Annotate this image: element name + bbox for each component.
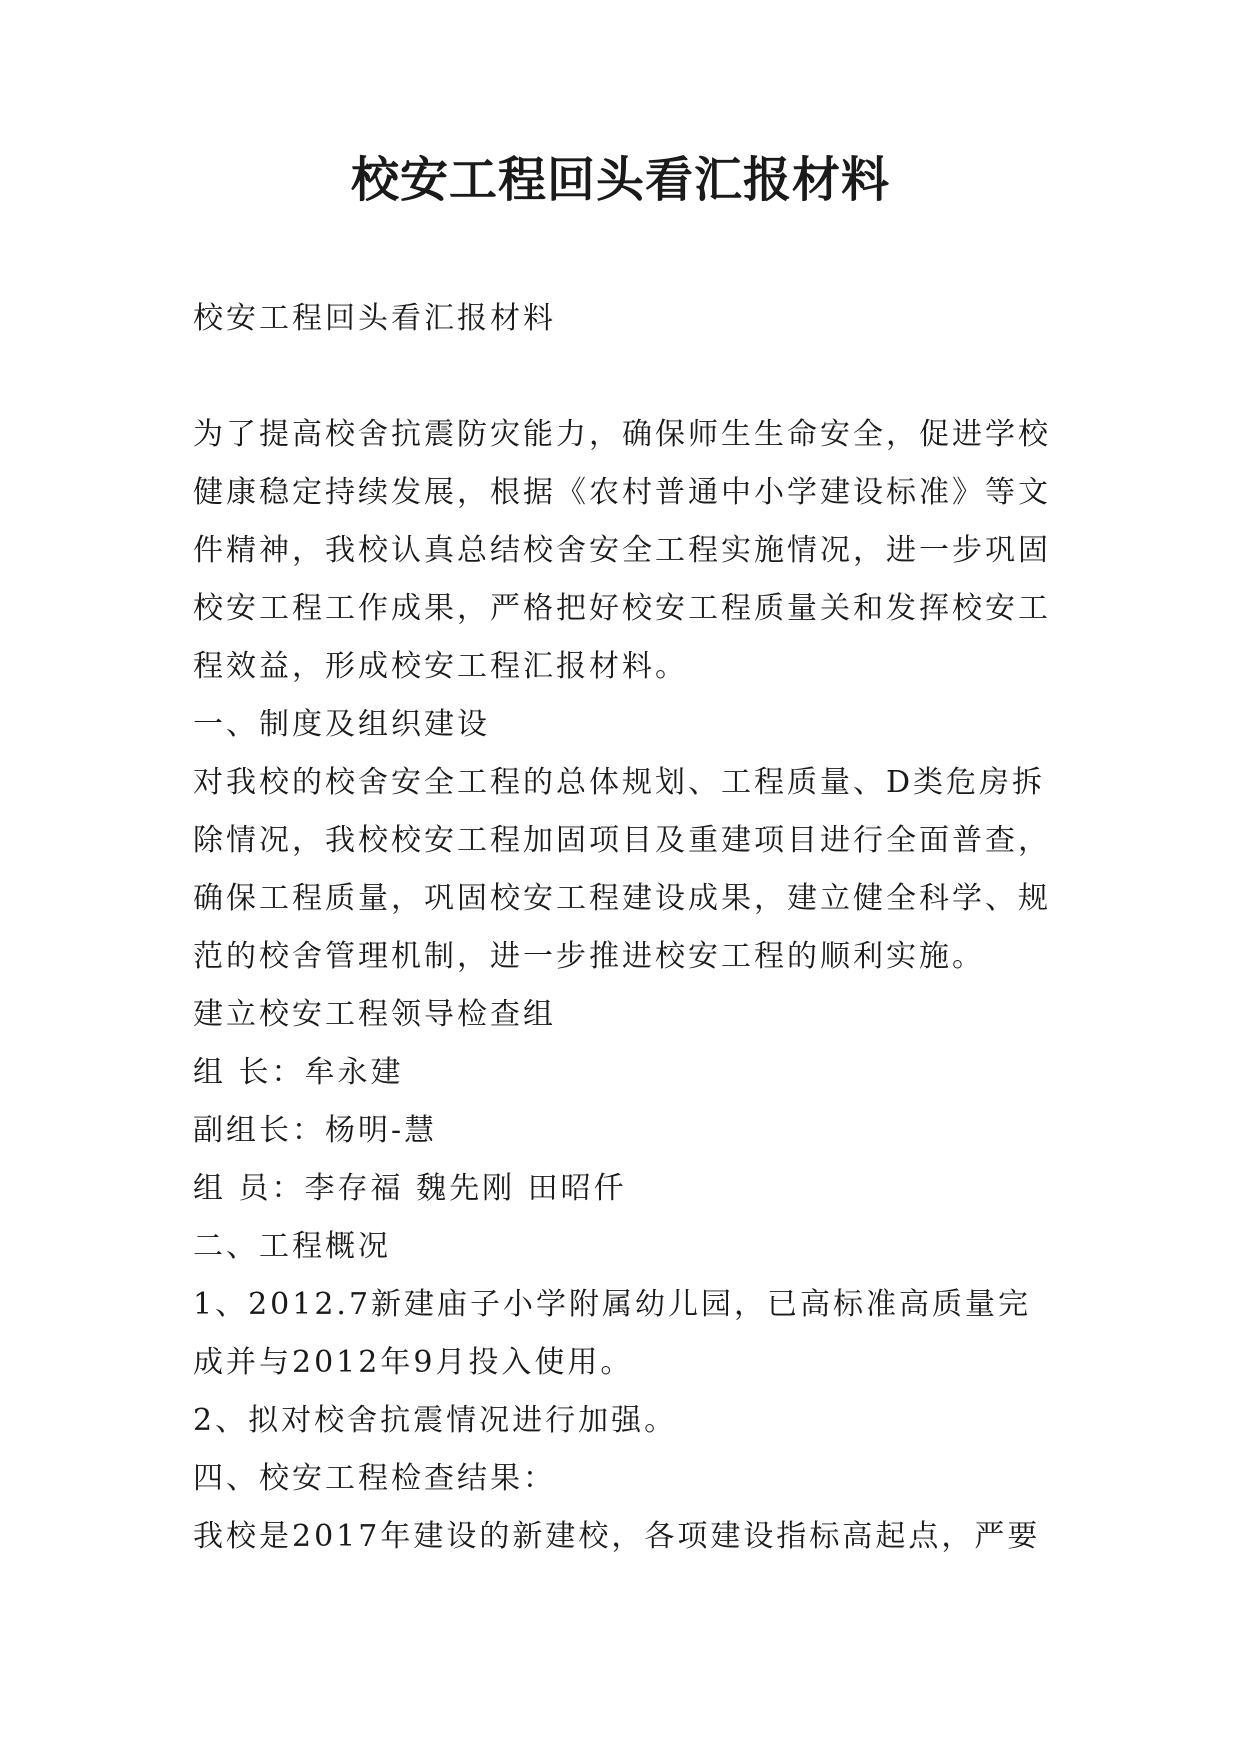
- overview-item-2: 2、拟对校舍抗震情况进行加强。: [193, 1403, 678, 1438]
- organization-paragraph: 对我校的校舍安全工程的总体规划、工程质量、D类危房拆除情况，我校校安工程加固项目及重建项目进行全面普查，确保工程质量，巩固校安工程建设成果，建立健全科学、规范的校舍管理机制，进一步推进校安工程的顺利实施。: [193, 765, 1051, 974]
- section-heading-overview: 二、工程概况: [193, 1229, 391, 1264]
- deputy-leader-line: 副组长：杨明-慧: [193, 1113, 438, 1148]
- section-heading-results: 四、校安工程检查结果：: [193, 1461, 556, 1496]
- group-members-line: 组 员：李存福 魏先刚 田昭仟: [193, 1171, 627, 1206]
- intro-paragraph: 为了提高校舍抗震防灾能力，确保师生生命安全，促进学校健康稳定持续发展，根据《农村普通中小学建设标准》等文件精神，我校认真总结校舍安全工程实施情况，进一步巩固校安工程工作成果，严格把好校安工程质量关和发挥校安工程效益，形成校安工程汇报材料。: [193, 417, 1051, 684]
- document-subtitle: 校安工程回头看汇报材料: [193, 301, 556, 336]
- group-leader-line: 组 长：牟永建: [193, 1055, 404, 1090]
- document-title: 校安工程回头看汇报材料: [350, 152, 890, 208]
- document-body: [193, 290, 1063, 1566]
- inspection-group-heading: 建立校安工程领导检查组: [193, 997, 556, 1032]
- section-heading-organization: 一、制度及组织建设: [193, 707, 490, 742]
- results-paragraph: 我校是2017年建设的新建校，各项建设指标高起点，严要: [193, 1519, 1041, 1554]
- overview-item-1: 1、2012.7新建庙子小学附属幼儿园，已高标准高质量完成并与2012年9月投入使用。: [193, 1287, 1032, 1380]
